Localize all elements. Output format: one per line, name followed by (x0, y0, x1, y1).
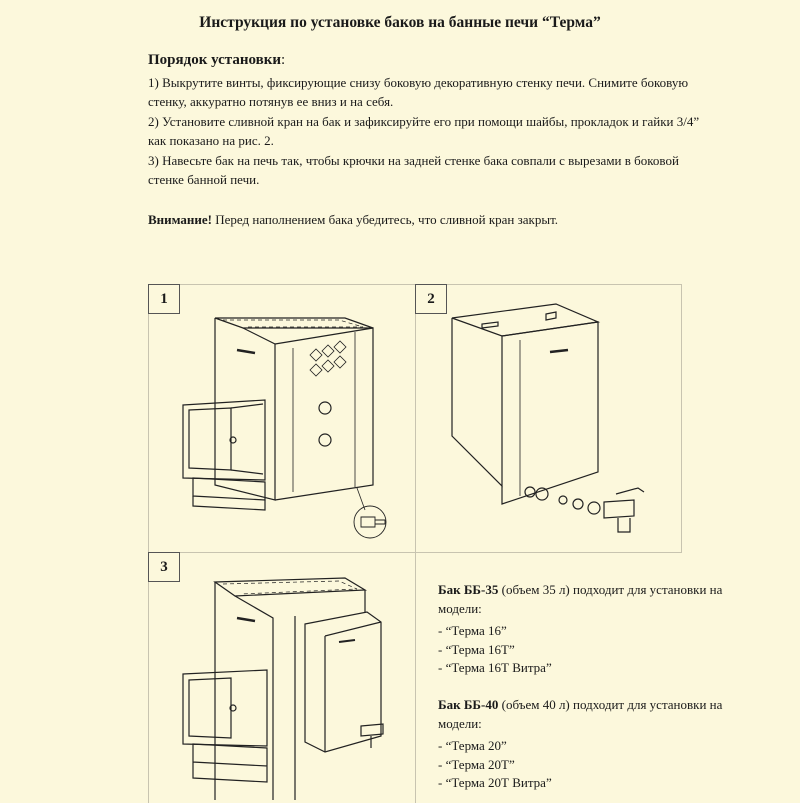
tank-front (452, 318, 502, 486)
tank-side (502, 322, 598, 504)
panel-divider (415, 552, 681, 553)
step-2: 2) Установите сливной кран на бак и зафиксируйте его при помощи шайбы, прокладок и гайки 3/4” как показано на рис. 2. (148, 114, 700, 148)
tank-bb40-description (438, 696, 758, 733)
tank-top (452, 304, 598, 336)
page-title: Инструкция по установке баков на банные печи “Терма” (199, 14, 601, 31)
stove-drawing-fig1 (175, 300, 405, 545)
drain-valve (604, 500, 634, 518)
tank-bb35-description (438, 581, 758, 618)
tank-bb40-desc: (объем 40 л) подходит для установки на модели: (438, 697, 723, 731)
list-item: - “Терма 16” (438, 623, 507, 638)
tank-drawing-fig2 (438, 296, 678, 546)
tank-bb35-desc: (объем 35 л) подходит для установки на модели: (438, 582, 723, 616)
stove-with-tank-drawing-fig3 (175, 566, 405, 802)
tank-bb40-models (438, 737, 758, 793)
list-item: - “Терма 20Т Витра” (438, 775, 552, 790)
warning-text: Перед наполнением бака убедитесь, что сливной кран закрыт. (212, 212, 559, 227)
list-item: - “Терма 16Т” (438, 641, 515, 657)
figure-number-2: 2 (415, 284, 447, 314)
list-item: - “Терма 20” (438, 738, 507, 753)
figure-number-3: 3 (148, 552, 180, 582)
tank-bb35-models (438, 622, 758, 678)
stove-top-fig3 (215, 578, 365, 596)
tank-info-bb40 (438, 696, 758, 793)
screw-callout (357, 488, 365, 510)
warning-label: Внимание! (148, 212, 212, 227)
section-heading (148, 52, 285, 69)
firebox-door-fig3 (183, 670, 267, 746)
section-heading-colon: : (281, 52, 286, 68)
warning-note (148, 212, 748, 228)
tank-bb35-name: Бак ББ-35 (438, 582, 499, 597)
section-heading-text: Порядок установки (148, 52, 282, 68)
vent-pattern (310, 341, 346, 376)
tank-info-bb35 (438, 581, 758, 678)
list-item: - “Терма 16Т Витра” (438, 660, 552, 675)
step-1: 1) Выкрутите винты, фиксирующие снизу боковую декоративную стенку печи. Снимите боковую стенку, аккуратно потянув ее вниз и на себя. (148, 75, 689, 109)
list-item: - “Терма 20Т” (438, 756, 515, 772)
step-3: 3) Навесьте бак на печь так, чтобы крючки на задней стенке бака совпали с вырезами в боковой стенке банной печи. (148, 153, 679, 187)
tank-bb40-name: Бак ББ-40 (438, 697, 499, 712)
figure-number-1: 1 (148, 284, 180, 314)
mounted-tank (305, 612, 381, 752)
stove-front (215, 318, 275, 500)
